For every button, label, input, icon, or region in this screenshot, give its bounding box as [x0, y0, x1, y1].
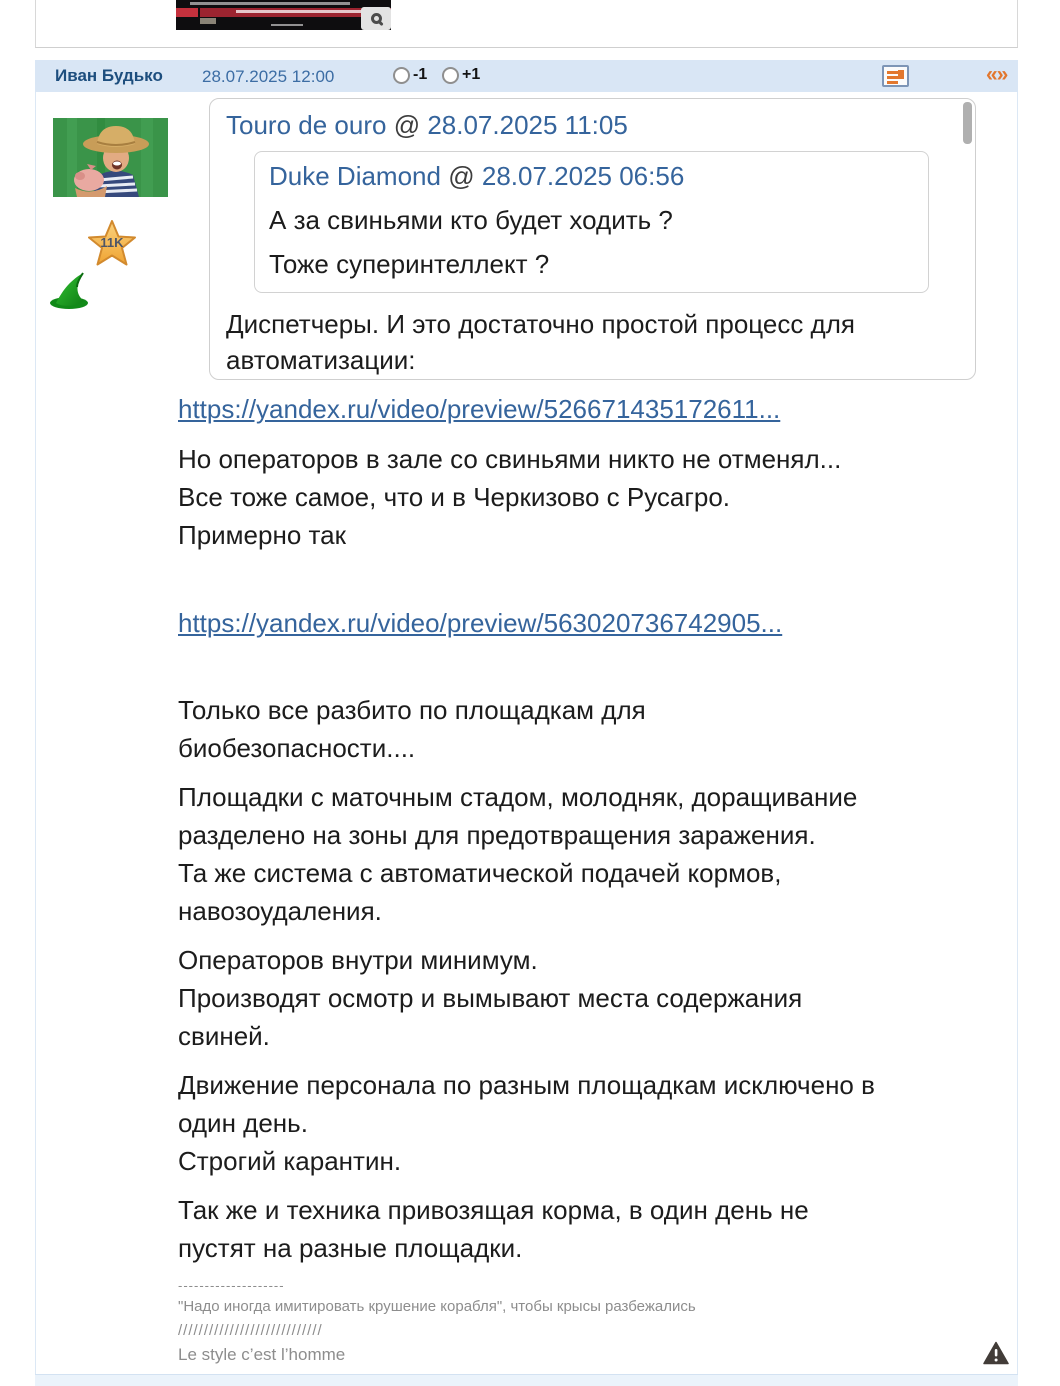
post-paragraph — [178, 440, 993, 554]
signature-block — [178, 1277, 993, 1367]
quote-scrollbar[interactable] — [963, 102, 972, 144]
post-text-line: Операторов внутри минимум. — [178, 945, 538, 975]
quote-outer-date: 28.07.2025 11:05 — [427, 110, 628, 140]
video-thumbnail[interactable] — [176, 0, 391, 30]
rank-star-label: 11K — [100, 235, 124, 250]
video-link-1[interactable]: https://yandex.ru/video/preview/526671435172611... — [178, 394, 781, 424]
post-text-line: Производят осмотр и вымывают места содержания — [178, 983, 803, 1013]
quote-inner-date: 28.07.2025 06:56 — [481, 161, 685, 191]
avatar — [53, 118, 168, 197]
post-text-line: Строгий карантин. — [178, 1146, 402, 1176]
profile-card-stamp — [898, 70, 904, 79]
vote-up-label: +1 — [462, 66, 481, 83]
quote-outer-text: Диспетчеры. И это достаточно простой процесс для автоматизации: — [226, 309, 855, 375]
post-text-line: Та же система с автоматической подачей кормов, — [178, 858, 782, 888]
quote-outer-header: Touro de ouro @ 28.07.2025 11:05 — [226, 110, 628, 140]
post-paragraph — [178, 691, 993, 1267]
post-datetime: 28.07.2025 12:00 — [202, 67, 335, 86]
vote-down-control[interactable] — [393, 66, 427, 84]
post-text-line: пустят на разные площадки. — [178, 1233, 523, 1263]
post-text-line: Площадки с маточным стадом, молодняк, доращивание — [178, 782, 858, 812]
thumbnail-text-line — [190, 2, 350, 5]
post-text-line: Примерно так — [178, 520, 346, 550]
report-icon[interactable] — [983, 1341, 1009, 1365]
post-text-line: биобезопасности.... — [178, 733, 416, 763]
vote-down-radio[interactable] — [393, 67, 410, 84]
signature-line: //////////////////////////// — [178, 1322, 323, 1339]
quote-outer-author-link[interactable]: Touro de ouro — [226, 110, 387, 140]
post-text-line: Все тоже самое, что и в Черкизово с Русагро. — [178, 482, 731, 512]
post-text-line: разделено на зоны для предотвращения заражения. — [178, 820, 816, 850]
post-text-line: Движение персонала по разным площадкам исключено в — [178, 1070, 875, 1100]
post-text-line: Так же и техника привозящая корма, в один день не — [178, 1195, 809, 1225]
quote-inner-author-link[interactable]: Duke Diamond — [269, 161, 441, 191]
thumbnail-caption-line — [271, 24, 303, 26]
thumbnail-logo — [200, 18, 216, 24]
wizard-hat-icon — [49, 270, 91, 310]
signature-line: "Надо иногда имитировать крушение корабля", чтобы крысы разбежались — [178, 1298, 696, 1315]
thumbnail-timestamp-badge — [176, 8, 198, 17]
post-text-line: свиней. — [178, 1021, 270, 1051]
video-link-2[interactable]: https://yandex.ru/video/preview/563020736742905... — [178, 608, 783, 638]
previous-post-fragment — [35, 0, 1018, 48]
signature-divider: -------------------- — [178, 1278, 285, 1293]
thumbnail-zoom-button[interactable] — [361, 7, 391, 30]
thumbnail-banner-text — [236, 10, 366, 13]
post-footer-strip — [35, 1374, 1018, 1386]
post-author-name: Иван Будько — [55, 66, 163, 85]
post-text-line: Но операторов в зале со свиньями никто не отменял... — [178, 444, 842, 474]
vote-up-control[interactable] — [442, 66, 480, 84]
quote-block-inner — [254, 151, 929, 293]
quote-inner-text-line: Тоже суперинтеллект ? — [269, 249, 550, 279]
vote-down-label: -1 — [413, 66, 428, 83]
post-header-bar — [35, 60, 1018, 92]
signature-line: Le style c’est l’homme — [178, 1345, 346, 1364]
post-content — [178, 98, 993, 1367]
quote-inner-header: Duke Diamond @ 28.07.2025 06:56 — [269, 161, 685, 191]
quote-inner-text-line: А за свиньями кто будет ходить ? — [269, 205, 673, 235]
quick-nav-icon[interactable]: «» — [986, 63, 1008, 86]
post-body — [35, 92, 1018, 1374]
post-text-line: навозоудаления. — [178, 896, 382, 926]
search-icon — [371, 13, 382, 24]
post-text-line: один день. — [178, 1108, 308, 1138]
rank-star-badge — [88, 220, 136, 267]
post-text-line: Только все разбито по площадкам для — [178, 695, 646, 725]
vote-up-radio[interactable] — [442, 67, 459, 84]
quote-block-outer — [209, 98, 976, 380]
profile-card-icon[interactable] — [882, 65, 909, 87]
